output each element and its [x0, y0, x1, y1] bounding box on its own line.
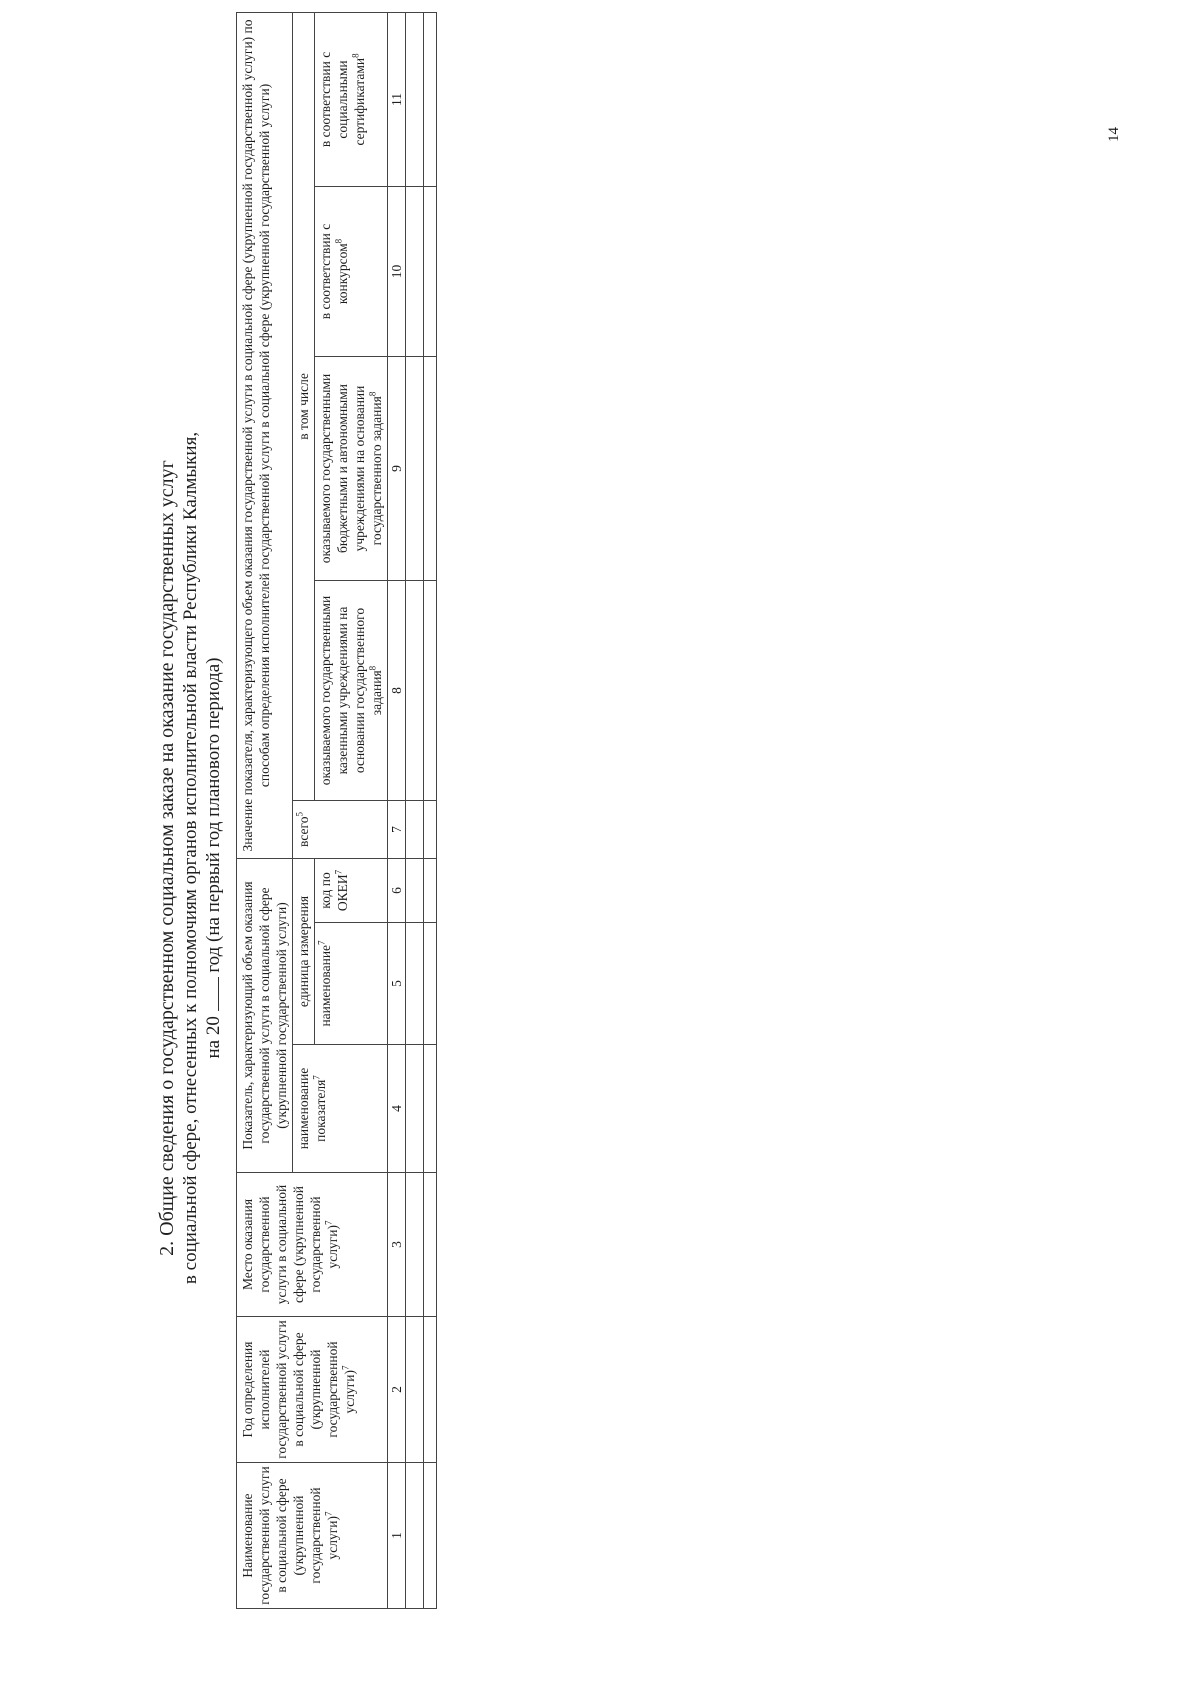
empty-cell [424, 1463, 437, 1609]
column-number: 9 [388, 357, 406, 581]
title-line-1: 2. Общие сведения о государственном социальном заказе на оказание государственных услуг [156, 460, 178, 1256]
empty-cell [424, 801, 437, 859]
header-place-of-service: Место оказания государственной услуги в социальной сфере (укрупненной государственной услуги)$^7$ [237, 1173, 388, 1317]
column-number: 7 [388, 801, 406, 859]
empty-cell [406, 923, 424, 1045]
empty-cell [406, 581, 424, 801]
column-number: 5 [388, 923, 406, 1045]
empty-cell [424, 859, 437, 923]
empty-cell [424, 581, 437, 801]
header-total: всего$^5$ [293, 801, 388, 859]
title-line-2: в социальной сфере, отнесенных к полномочиям органов исполнительной власти Республики Калмыкия, [180, 431, 201, 1285]
column-numbers-row [388, 12, 406, 1608]
section-title [156, 98, 225, 1618]
empty-cell [424, 1173, 437, 1317]
rotated-page-content [156, 19, 546, 1618]
column-number: 6 [388, 859, 406, 923]
column-number: 10 [388, 187, 406, 357]
empty-cell [424, 923, 437, 1045]
header-volume-indicator: Показатель, характеризующий объем оказания государственной услуги в социальной сфере (укрупненной государственной услуги) [237, 859, 293, 1173]
header-by-social-certificates: в соответствии с социальными сертификатами$^8$ [315, 12, 388, 186]
empty-table-row [406, 12, 424, 1608]
header-indicator-name: наименование показателя$^7$ [293, 1045, 388, 1173]
column-number: 1 [388, 1463, 406, 1609]
title-line-3-prefix: на 20 [203, 1016, 224, 1059]
empty-cell [424, 1045, 437, 1173]
empty-cell [406, 187, 424, 357]
header-service-name: Наименование государственной услуги в социальной сфере (укрупненной государственной услуги)$^7$ [237, 1463, 388, 1609]
column-number: 2 [388, 1317, 406, 1463]
social-order-table [236, 12, 437, 1609]
header-unit-name: наименование$^7$ [315, 923, 388, 1045]
empty-cell [406, 357, 424, 581]
header-year-of-determination: Год определения исполнителей государственной услуги в социальной сфере (укрупненной государственной услуги)$^7$ [237, 1317, 388, 1463]
empty-cell [424, 187, 437, 357]
column-number: 11 [388, 12, 406, 186]
empty-cell [406, 12, 424, 186]
empty-cell [406, 1463, 424, 1609]
header-indicator-value: Значение показателя, характеризующего объем оказания государственной услуги в социальной сфере (укрупненной государственной услуги) по способам определения исполнителей государственной услуги в социальной сфере (укрупненной государственной услуги) [237, 12, 293, 858]
header-okei-code: код по ОКЕИ$^7$ [315, 859, 388, 923]
empty-cell [406, 1173, 424, 1317]
column-number: 3 [388, 1173, 406, 1317]
empty-cell [424, 1317, 437, 1463]
header-budget-autonomous-institutions: оказываемого государственными бюджетными и автономными учреждениями на основании государственного задания$^8$ [315, 357, 388, 581]
empty-cell [424, 357, 437, 581]
header-including: в том числе [293, 12, 315, 800]
column-number: 8 [388, 581, 406, 801]
empty-table-row [424, 12, 437, 1608]
title-line-3-suffix: год (на первый год планового периода) [203, 657, 224, 973]
title-line-3 [202, 98, 225, 1618]
header-state-institutions: оказываемого государственными казенными учреждениями на основании государственного задания$^8$ [315, 581, 388, 801]
year-blank-field [202, 977, 219, 1011]
column-number: 4 [388, 1045, 406, 1173]
page-number: 14 [1106, 127, 1122, 142]
empty-cell [406, 1317, 424, 1463]
header-by-competition: в соответствии с конкурсом$^8$ [315, 187, 388, 357]
empty-cell [406, 859, 424, 923]
empty-cell [406, 1045, 424, 1173]
empty-cell [424, 12, 437, 186]
empty-cell [406, 801, 424, 859]
header-unit-of-measure: единица измерения [293, 859, 315, 1045]
